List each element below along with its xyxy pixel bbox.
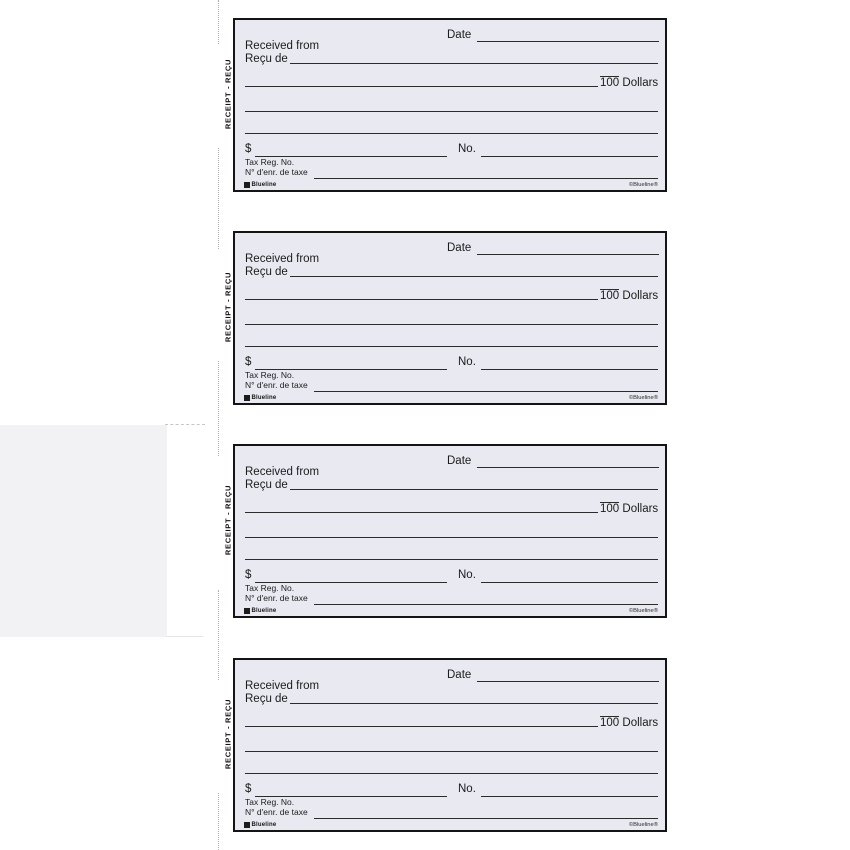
tax-reg-fill-line <box>314 391 658 392</box>
receipt-side-label: RECEIPT - REÇU <box>223 698 233 770</box>
tax-reg-fill-line <box>314 604 658 605</box>
receipt-card <box>233 231 667 405</box>
blueline-logo-icon <box>244 822 250 828</box>
tax-reg-label-en: Tax Reg. No. <box>245 157 295 167</box>
perforation-dotted-line <box>218 590 219 680</box>
tax-reg-fill-line <box>314 178 658 179</box>
perforation-dotted-line <box>218 361 219 456</box>
number-fill-line <box>481 369 658 370</box>
dollars-label: Dollars <box>622 290 659 302</box>
copyright-text: ©Blueline® <box>628 822 658 828</box>
blueline-logo-text: Blueline <box>251 181 277 188</box>
amount-words-fill-line <box>245 512 598 513</box>
amount-words-fill-line <box>245 86 598 87</box>
writing-line-2 <box>245 346 658 347</box>
perforation-dotted-line <box>218 148 219 249</box>
fold-mark-dashed-line <box>165 424 205 425</box>
number-fill-line <box>481 156 658 157</box>
recu-de-label: Reçu de <box>245 693 288 705</box>
receipt-side-label: RECEIPT - REÇU <box>223 271 233 343</box>
blueline-logo-text: Blueline <box>251 821 277 828</box>
blueline-logo-icon <box>244 608 250 614</box>
backing-edge-line <box>166 636 203 637</box>
blueline-logo <box>244 821 276 828</box>
dollar-sign-label: $ <box>245 569 252 581</box>
receipt-form <box>223 444 667 618</box>
number-fill-line <box>481 796 658 797</box>
fraction-dollars <box>600 76 658 89</box>
received-from-label: Received from <box>245 466 320 478</box>
recu-de-label: Reçu de <box>245 53 288 65</box>
dollars-label: Dollars <box>622 503 659 515</box>
number-label: No. <box>458 783 476 795</box>
receipt-card <box>233 18 667 192</box>
received-from-label: Received from <box>245 40 320 52</box>
blueline-logo <box>244 181 276 188</box>
tax-reg-label-fr: N° d'enr. de taxe <box>245 593 308 603</box>
tax-reg-fill-line <box>314 818 658 819</box>
fraction-numerator: 100 <box>600 503 620 515</box>
writing-line-1 <box>245 111 658 112</box>
blueline-logo <box>244 607 276 614</box>
number-fill-line <box>481 582 658 583</box>
copyright-text: ©Blueline® <box>628 608 658 614</box>
fraction-dollars <box>600 716 658 729</box>
date-label: Date <box>447 669 472 681</box>
number-label: No. <box>458 356 476 368</box>
received-from-label: Received from <box>245 253 320 265</box>
dollar-sign-label: $ <box>245 783 252 795</box>
dollars-label: Dollars <box>622 717 659 729</box>
tax-reg-label-fr: N° d'enr. de taxe <box>245 380 308 390</box>
date-label: Date <box>447 29 472 41</box>
number-label: No. <box>458 143 476 155</box>
receipt-card <box>233 658 667 832</box>
tax-reg-label-en: Tax Reg. No. <box>245 583 295 593</box>
tax-reg-label-fr: N° d'enr. de taxe <box>245 167 308 177</box>
dollars-label: Dollars <box>622 77 659 89</box>
receipt-side-label: RECEIPT - REÇU <box>223 484 233 556</box>
writing-line-1 <box>245 537 658 538</box>
recu-de-fill-line <box>290 63 658 64</box>
receipt-form <box>223 658 667 832</box>
blueline-logo-icon <box>244 182 250 188</box>
copyright-text: ©Blueline® <box>628 182 658 188</box>
tax-reg-label-fr: N° d'enr. de taxe <box>245 807 308 817</box>
date-fill-line <box>477 41 659 42</box>
dollar-sign-label: $ <box>245 143 252 155</box>
writing-line-1 <box>245 324 658 325</box>
fraction-numerator: 100 <box>600 290 620 302</box>
receipt-side-label: RECEIPT - REÇU <box>223 58 233 130</box>
received-from-label: Received from <box>245 680 320 692</box>
recu-de-label: Reçu de <box>245 479 288 491</box>
amount-words-fill-line <box>245 726 598 727</box>
recu-de-label: Reçu de <box>245 266 288 278</box>
blueline-logo <box>244 394 276 401</box>
recu-de-fill-line <box>290 276 658 277</box>
number-label: No. <box>458 569 476 581</box>
copyright-text: ©Blueline® <box>628 395 658 401</box>
writing-line-2 <box>245 773 658 774</box>
dollar-sign-label: $ <box>245 356 252 368</box>
recu-de-fill-line <box>290 703 658 704</box>
receipt-card <box>233 444 667 618</box>
writing-line-2 <box>245 559 658 560</box>
fraction-dollars <box>600 289 658 302</box>
fraction-numerator: 100 <box>600 717 620 729</box>
receipt-form <box>223 231 667 405</box>
blueline-logo-text: Blueline <box>251 607 277 614</box>
recu-de-fill-line <box>290 489 658 490</box>
tax-reg-label-en: Tax Reg. No. <box>245 797 295 807</box>
date-label: Date <box>447 455 472 467</box>
backing-edge-shadow <box>0 425 167 637</box>
blueline-logo-icon <box>244 395 250 401</box>
fraction-dollars <box>600 502 658 515</box>
tax-reg-label-en: Tax Reg. No. <box>245 370 295 380</box>
perforation-dotted-line <box>218 793 219 850</box>
writing-line-2 <box>245 133 658 134</box>
amount-words-fill-line <box>245 299 598 300</box>
date-fill-line <box>477 254 659 255</box>
writing-line-1 <box>245 751 658 752</box>
blueline-logo-text: Blueline <box>251 394 277 401</box>
date-label: Date <box>447 242 472 254</box>
fraction-numerator: 100 <box>600 77 620 89</box>
perforation-dotted-line <box>218 0 219 44</box>
date-fill-line <box>477 467 659 468</box>
receipt-form <box>223 18 667 192</box>
date-fill-line <box>477 681 659 682</box>
